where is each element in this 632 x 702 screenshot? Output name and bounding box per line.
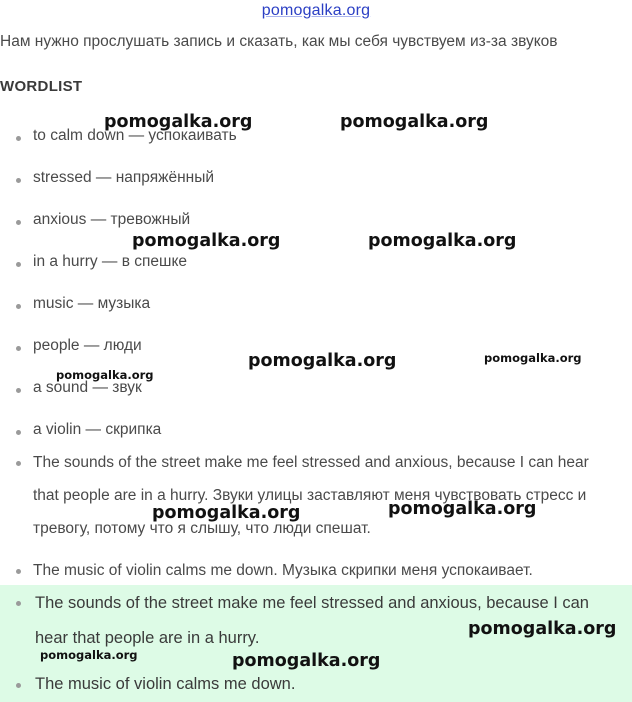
answer-text: The sounds of the street make me feel stressed and anxious, because I can hear that people are in a hurry. xyxy=(35,594,589,647)
bullet-icon xyxy=(16,304,21,309)
watermark: pomogalka.org xyxy=(40,648,138,662)
wordlist-item-text: music — музыка xyxy=(33,295,151,312)
bullet-icon xyxy=(16,346,21,351)
bullet-icon xyxy=(16,683,21,688)
bullet-icon xyxy=(16,178,21,183)
watermark: pomogalka.org xyxy=(468,619,617,639)
site-header-link[interactable]: pomogalka.org xyxy=(261,2,371,19)
paragraph-text: The music of violin calms me down. Музыка скрипки меня успокаивает. xyxy=(33,562,533,579)
wordlist-item-text: a violin — скрипка xyxy=(33,421,162,438)
watermark: pomogalka.org xyxy=(232,651,381,671)
wordlist-item-text: stressed — напряжённый xyxy=(33,169,215,186)
watermark: pomogalka.org xyxy=(132,231,281,251)
watermark: pomogalka.org xyxy=(340,112,489,132)
bullet-icon xyxy=(16,220,21,225)
wordlist-heading: WORDLIST xyxy=(0,78,83,95)
wordlist-item-text: anxious — тревожный xyxy=(33,211,191,228)
bullet-icon xyxy=(16,388,21,393)
watermark: pomogalka.org xyxy=(248,351,397,371)
bullet-icon xyxy=(16,569,21,574)
answer-text: The music of violin calms me down. xyxy=(35,675,296,693)
wordlist-item-text: in a hurry — в спешке xyxy=(33,253,188,270)
watermark: pomogalka.org xyxy=(484,351,582,365)
watermark: pomogalka.org xyxy=(388,499,537,519)
intro-text: Нам нужно прослушать запись и сказать, как мы себя чувствуем из-за звуков xyxy=(0,33,558,50)
bullet-icon xyxy=(16,262,21,267)
watermark: pomogalka.org xyxy=(104,112,253,132)
wordlist-item-text: a sound — звук xyxy=(33,379,142,396)
paragraph-text: The sounds of the street make me feel stressed and anxious, because I can hear that people are in a hurry. Звуки улицы заставляют меня чувствовать стресс и тревогу, потому что я слышу, что люди спешат. xyxy=(33,454,589,537)
wordlist-item-text: to calm down — успокаивать xyxy=(33,127,237,144)
bullet-icon xyxy=(16,601,21,606)
bullet-icon xyxy=(16,136,21,141)
wordlist-item-text: people — люди xyxy=(33,337,142,354)
bullet-icon xyxy=(16,430,21,435)
answer-block xyxy=(0,585,632,702)
watermark: pomogalka.org xyxy=(368,231,517,251)
watermark: pomogalka.org xyxy=(56,368,154,382)
bullet-icon xyxy=(16,461,21,466)
watermark: pomogalka.org xyxy=(152,503,301,523)
